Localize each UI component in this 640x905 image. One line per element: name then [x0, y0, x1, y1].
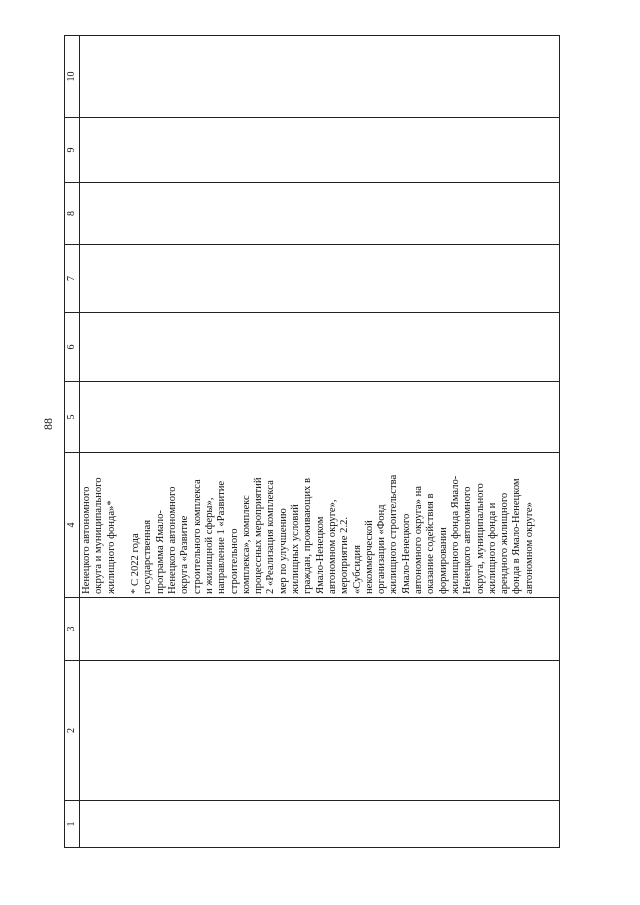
table-header-row	[65, 36, 80, 847]
data-table	[64, 35, 560, 848]
table-cell-9	[79, 117, 559, 182]
table-cell-8	[79, 182, 559, 244]
table-cell-6	[79, 312, 559, 381]
table-row	[79, 36, 559, 847]
column-header-3: 3	[65, 597, 79, 660]
page-number: 88	[41, 418, 55, 430]
column-header-1: 1	[65, 800, 79, 847]
table-cell-4	[79, 452, 559, 597]
program-description-text: Ненецкого автономного округа и муниципального жилищного фонда»* * С 2022 года государственная программа Ямало- Ненецкого автономного округа «Развитие строительного комплекса и жилищной сферы», направление 1 «Развитие строительного комплекса», комплекс процессных мероприятий 2 «Реализация комплекса мер по улучшению жилищных условий граждан, проживающих в Ямало-Ненецком автономном округе», мероприятие 2.2. «Субсидия некоммерческой организации «Фонд жилищного строительства Ямало-Ненецкого автономного округа» на оказание содействия в формировании жилищного фонда Ямало- Ненецкого автономного округа, муниципального жилищного фонда и арендного жилищного фонда в Ямало-Ненецком автономном округе»	[81, 474, 535, 594]
table-cell-3	[79, 597, 559, 660]
column-header-7: 7	[65, 244, 79, 312]
table-cell-5	[79, 381, 559, 452]
column-header-9: 9	[65, 117, 79, 182]
column-header-6: 6	[65, 312, 79, 381]
table-cell-2	[79, 660, 559, 800]
column-header-10: 10	[66, 71, 77, 82]
column-header-5: 5	[65, 381, 79, 452]
column-header-4: 4	[65, 452, 79, 597]
column-header-8: 8	[65, 182, 79, 244]
column-header-2: 2	[65, 660, 79, 800]
table-cell-7	[79, 244, 559, 312]
table-cell-1	[79, 800, 559, 847]
table-cell-10	[79, 36, 559, 117]
